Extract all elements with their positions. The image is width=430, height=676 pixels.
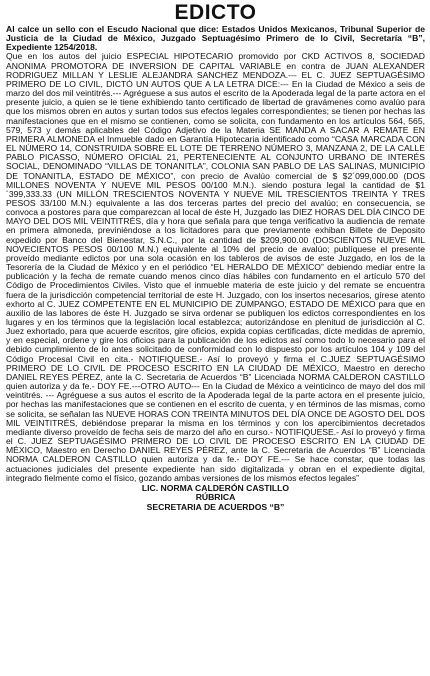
edict-body-text: Que en los autos del juicio ESPECIAL HIPOTECARIO promovido por CKD ACTIVOS 8, SOCIEDAD ANONIMA PROMOTORA DE INVERSION DE CAPITAL VARIABLE en contra de JUAN ALEXANDER RODRIGUEZ MILLAN Y LESLIE ALEJANDRA SANCHEZ MENDOZA.--- EL C. JUEZ SEPTUAGÉSIMO PRIMERO DE LO CIVIL, DICTÓ UN AUTOS QUE A LA LETRA DICE:--- En la Ciudad de México a seis de marzo del dos mil veintitrés.--- Agréguese a sus autos el escrito de la Apoderada legal de la parte actora en el presente juicio, a quien se le tiene exhibiendo tanto certificado de libertad de gravámenes como avalúo para que los mismos obren en autos y surtan todos sus efectos legales correspondientes; se tienen por hechas las manifestaciones que en el mismo se contienen, como se solicita, con fundamento en los artículos 564, 565, 579, 573 y demás aplicables del Código Adjetivo de la Materia SE MANDA A SACAR A REMATE EN PRIMERA ALMONEDA el Inmueble dado en Garantía Hipotecaria identificado como “CASA MARCADA CON EL NÚMERO 14, CONSTRUIDA SOBRE EL LOTE DE TERRENO NÚMERO 3, MANZANA 2, DE LA CALLE PABLO PICASSO, NÚMERO OFICIAL 21, PERTENECIENTE AL CONJUNTO URBANO DE INTERÉS SOCIAL, DENOMINADO “VILLAS DE TONANITLA”, COLONIA SAN PABLO DE LAS SALINAS, MUNICIPIO DE TONANITLA, ESTADO DE MÉXICO”, con precio de Avalúo comercial de $ $2´099,000.00 (DOS MILLONES NOVENTA Y NUEVE MIL PESOS 00/100 M.N.). siendo postura legal la cantidad de $1´399,333.33 (UN MILLÓN TRESCIENTOS NOVENTA Y NUEVE MIL TRESCIENTOS TREINTA Y TRES PESOS 33/100 M.N.) equivalente a las dos terceras partes del precio del avalúo; en consecuencia, se convoca a postores para que comparezcan al local de éste H, Juzgado las DIEZ HORAS DEL DÍA CINCO DE MAYO DEL DOS MIL VEINTITRÉS, día y hora que señala para que tenga verificativo la audiencia de remate en primera almoneda, previniéndose a los licitadores para que previamente exhiban Billete de Deposito expedido por Banco del Bienestar, S.N.C., por la cantidad de $209,900.00 (DOSCIENTOS NUEVE MIL NOVECIENTOS PESOS 00/100 M.N.) equivalente al 10% del precio de avalúo; publíquese el presente proveído mediante edictos por una sola ocasión en los tableros de avisos de este Juzgado, en los de la Tesorería de la Ciudad de México y en el periódico “EL HERALDO DE MÉXICO” debiendo mediar entre la publicación y la fecha de remate cuando menos cinco días hábiles con fundamento en el artículo 570 del Código de Procedimientos Civiles. Visto que el inmueble materia de este juicio y del remate se encuentra fuera de la jurisdicción competencial territorial de este H. Juzgado, con los insertos necesarios, gírese atento exhorto al C. JUEZ COMPETENTE EN EL MUNICIPIO DE ZUMPANGO, ESTADO DE MÉXICO para que en auxilio de las labores de éste H. Juzgado se sirva ordenar se publiquen los edictos correspondientes en los lugares y en los términos que la legislación local establezca; autorizándose en plenitud de jurisdicción al C. Juez exhortado, para que acuerde escritos, gire oficios, expida copias certificadas, dicte medidas de apremio, y en especial, ordene y gire los oficios para la publicación de los edictos así como todo lo necesario para el debido cumplimiento de lo antes solicitado de conformidad con lo dispuesto por los artículos 104 y 109 del Código Procesal Civil en cita.- NOTIFIQUESE.- Así lo proveyó y firma el C.JUEZ SEPTUAGÉSIMO PRIMERO DE LO CIVIL DE PROCESO ESCRITO EN LA CIUDAD DE MÉXICO, Maestro en derecho DANIEL REYES PÉREZ, ante la C. Secretaria de Acuerdos “B” Licenciada NORMA CALDERON CASTILLO quien autoriza y da fe.- DOY FE.---OTRO AUTO--- En la Ciudad de México a veinticinco de mayo del dos mil veintitrés. --- Agréguese a sus autos el escrito de la Apoderada legal de la parte actora en el presente juicio, por hechas las manifestaciones que se contienen en el escrito de cuenta, y en términos de las mismas, como se solicita, se señalan las NUEVE HORAS CON TREINTA MINUTOS DEL DÍA ONCE DE AGOSTO DEL DOS MIL VEINTITRÉS, debiéndose preparar la misma en los términos y con los apercibimientos decretados mediante diverso proveído de fecha seis de marzo del año en curso.- NOTIFIQUESE.- Así lo proveyó y firma el C. JUEZ SEPTUAGÉSIMO PRIMERO DE LO CIVIL DE PROCESO ESCRITO EN LA CIUDAD DE MÉXICO, Maestro en Derecho DANIEL REYES PÉREZ, ante la C. Secretaria de Acuerdos “B” Licenciada NORMA CALDERON CASTILLO quien autoriza y da fe.- DOY FE.--- Se hace constar, que todas las actuaciones judiciales del presente expediente han sido digitalizada y obran en el expediente digital, integrado fielmente como el físico, gozando ambas versiones de los mismos efectos legales” — [6, 51, 425, 483]
signer-name: LIC. NORMA CALDERÓN CASTILLO — [141, 482, 290, 493]
signer-rubric: RÚBRICA — [195, 492, 236, 503]
signer-role: SECRETARIA DE ACUERDOS “B” — [146, 502, 285, 512]
signature-block — [6, 484, 425, 513]
court-seal-heading: Al calce un sello con el Escudo Nacional que dice: Estados Unidos Mexicanos, Tribunal Superior de Justicia de la Ciudad de México, Juzgado Septuagésimo Primero de lo Civil, Secretaría “B”, Expediente 1254/2018. — [6, 24, 425, 53]
page-title: EDICTO — [174, 1, 257, 24]
